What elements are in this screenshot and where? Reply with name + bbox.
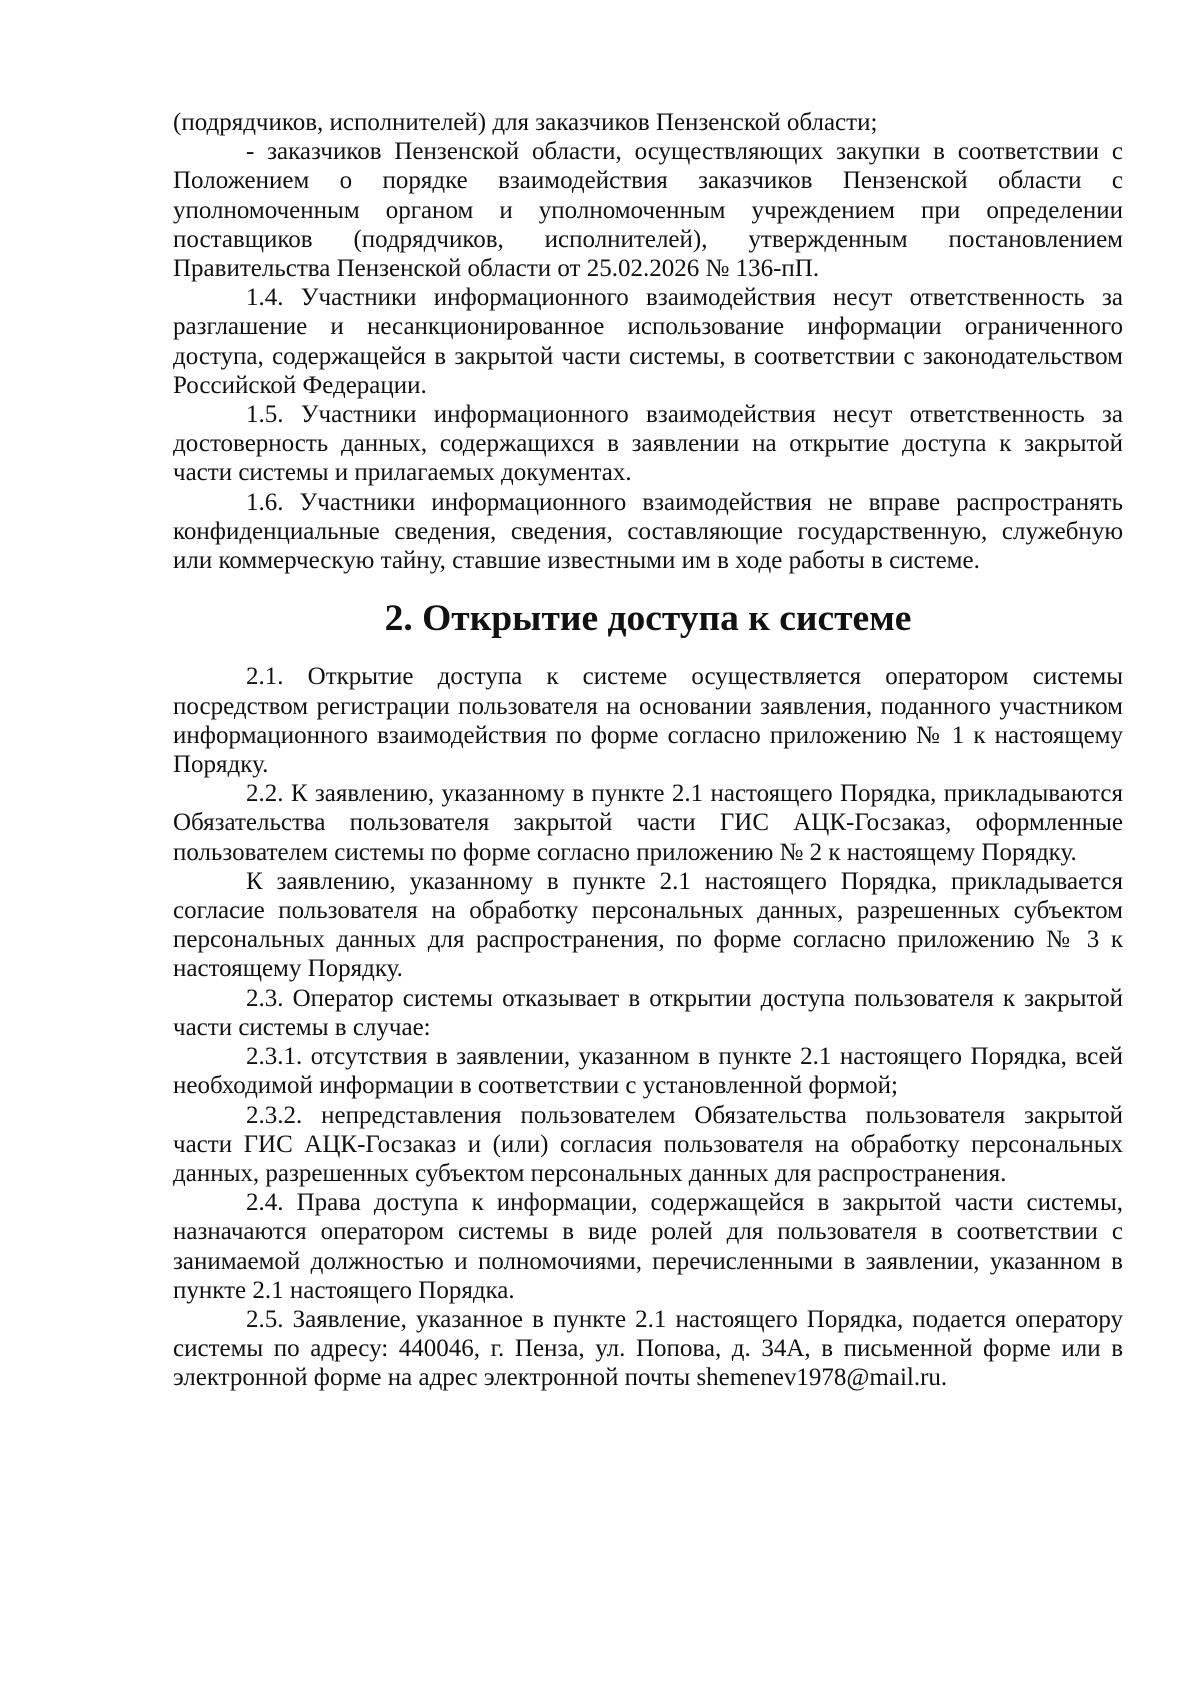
paragraph-customers-item: - заказчиков Пензенской области, осуществляющих закупки в соответствии с Положением о порядке взаимодействия заказчиков Пензенской области с уполномоченным органом и уполномоченным учреждением при определении поставщиков (подрядчиков, исполнителей), утвержденным постановлением Правительства Пензенской области от 25.02.2026 № 136-пП.	[173, 138, 1123, 283]
section-heading: 2. Открытие доступа к системе	[384, 598, 912, 640]
paragraph-2-2-consent: К заявлению, указанному в пункте 2.1 настоящего Порядка, прикладывается согласие пользователя на обработку персональных данных, разрешенных субъектом персональных данных для распространения, по форме согласно приложению № 3 к настоящему Порядку.	[173, 867, 1123, 983]
paragraph-1-4: 1.4. Участники информационного взаимодействия несут ответственность за разглашение и несанкционированное использование информации ограниченного доступа, содержащейся в закрытой части системы, в соответствии с законодательством Российской Федерации.	[173, 284, 1123, 399]
paragraph-2-3-2: 2.3.2. непредставления пользователем Обязательства пользователя закрытой части ГИС АЦК-Госзаказ и (или) согласия пользователя на обработку персональных данных, разрешенных субъектом персональных данных для распространения.	[173, 1101, 1123, 1187]
paragraph-2-1: 2.1. Открытие доступа к системе осуществляется оператором системы посредством регистрации пользователя на основании заявления, поданного участником информационного взаимодействия по форме согласно приложению № 1 к настоящему Порядку.	[173, 663, 1123, 779]
paragraph-2-4: 2.4. Права доступа к информации, содержащейся в закрытой части системы, назначаются оператором системы в виде ролей для пользователя в соответствии с занимаемой должностью и полномочиями, перечисленными в заявлении, указанном в пункте 2.1 настоящего Порядка.	[173, 1189, 1123, 1304]
paragraph-1-6: 1.6. Участники информационного взаимодействия не вправе распространять конфиденциальные сведения, сведения, составляющие государственную, служебную или коммерческую тайну, ставшие известными им в ходе работы в системе.	[173, 488, 1123, 575]
paragraph-2-3-1: 2.3.1. отсутствия в заявлении, указанном в пункте 2.1 настоящего Порядка, всей необходимой информации в соответствии с установленной формой;	[173, 1043, 1123, 1100]
paragraph-1-5: 1.5. Участники информационного взаимодействия несут ответственность за достоверность данных, содержащихся в заявлении на открытие доступа к закрытой части системы и прилагаемых документах.	[173, 401, 1123, 487]
document-page	[173, 108, 1123, 1393]
paragraph-continuation: (подрядчиков, исполнителей) для заказчиков Пензенской области;	[173, 109, 878, 136]
paragraph-2-5: 2.5. Заявление, указанное в пункте 2.1 настоящего Порядка, подается оператору системы по адресу: 440046, г. Пенза, ул. Попова, д. 34А, в письменной форме или в электронной форме на адрес электронной почты shemenev1978@mail.ru.	[173, 1305, 1123, 1392]
paragraph-2-2: 2.2. К заявлению, указанному в пункте 2.1 настоящего Порядка, прикладываются Обязательства пользователя закрытой части ГИС АЦК-Госзаказ, оформленные пользователем системы по форме согласно приложению № 2 к настоящему Порядку.	[173, 780, 1123, 866]
paragraph-2-3: 2.3. Оператор системы отказывает в открытии доступа пользователя к закрытой части системы в случае:	[173, 984, 1123, 1041]
